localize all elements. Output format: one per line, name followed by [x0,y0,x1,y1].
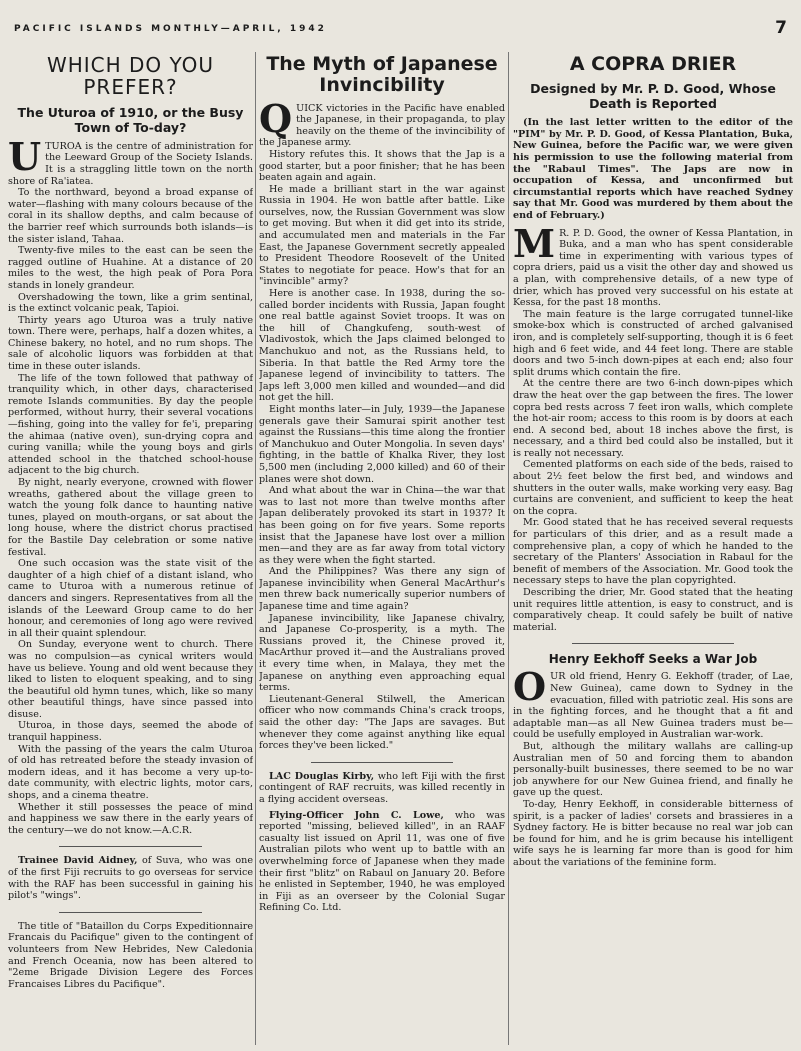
column-rule-2 [508,52,509,1045]
paragraph: QUICK victories in the Pacific have enabled the Japanese, in their propaganda, to play heavily on the theme of the invincibility of the Japanese army. [259,95,505,149]
paragraph: Mr. Good stated that he has received several requests for particulars of this drier, and as a result made a comprehensive plan, a copy of which he handed to the secretary of the Planters' Association in Rabaul for the benefit of members of the Association. Mr. Good took the necessary steps to have the plan copyrighted. [513,517,793,587]
myth-heading: The Myth of Japanese Invincibility [266,54,498,97]
paragraph: OUR old friend, Henry G. Eekhoff (trader, of Lae, New Guinea), came down to Sydney in the evacuation, filled with patriotic zeal. His sons are in the fighting forces, and he thought that a fit and adaptable man—as all New Guinea traders must be—could be usefully employed in Australian war-work. [513,664,793,741]
paragraph: To the northward, beyond a broad expanse of water—flashing with many colours because of the coral in its shallow depths, and calm because of the barrier reef which surrounds both islands—is the sister island, Tahaa. [8,187,253,245]
eekhoff-heading: Henry Eekhoff Seeks a War Job [548,652,758,667]
paragraph: History refutes this. It shows that the Jap is a good starter, but a poor finisher; that he has been beaten again and again. [259,148,505,184]
paragraph: Lieutenant-General Stilwell, the American officer who now commands China's crack troops, said the other day: "The Japs are savages. But whenever they come against anything like equal forces they've been licked." [259,693,505,752]
paragraph: And the Philippines? Was there any sign of Japanese invincibility when General MacArthur's men threw back numerically superior numbers of Japanese time and time again? [259,566,505,613]
paragraph: But, although the military wallahs are calling-up Australian men of 50 and forcing them to abandon personally-built businesses, there seemed to be no war job anywhere for our New Guinea friend, and finally he gave up the quest. [513,740,793,799]
paragraph: Thirty years ago Uturoa was a truly native town. There were, perhaps, half a dozen whites, a Chinese bakery, no hotel, and no rum shops. The sale of alcoholic liquors was forbidden at that time in these outer islands. [8,314,253,373]
copra-heading: A COPRA DRIER [569,54,737,75]
page-number: 7 [775,18,787,38]
paragraph: Eight months later—in July, 1939—the Japanese generals gave their Samurai spirit another test against the Russians—this time along the frontier of Manchukuo and Outer Mongolia. In seven days' fighting, in the battle of Khalka River, they lost 5,500 men (including 2,000 killed) and 60 of their planes were shot down. [259,403,505,485]
news-note: The title of "Bataillon du Corps Expeditionnaire Francais du Pacifique" given to the contingent of volunteers from New Hebrides, New Caledonia and French Oceania, now has been altered to "2eme Brigade Division Legere des Forces Francaises Libres du Pacifique". [8,920,253,990]
column-rule-1 [255,52,256,1045]
divider [572,643,734,644]
uturoa-heading: WHICH DO YOU PREFER? [46,54,215,100]
paragraph: At the centre there are two 6-inch down-pipes which draw the heat over the gap between the fires. The lower copra bed rests across 7 feet iron walls, which complete the hot-air room; access to this room is by doors at each end. A second bed, about 18 inches above the first, is necessary, and a third bed could also be installed, but it is really not necessary. [513,378,793,459]
paragraph: Twenty-five miles to the east can be seen the ragged outline of Huahine. At a distance of 20 miles to the west, the high peak of Pora Pora stands in lonely grandeur. [8,245,253,291]
paragraph: The life of the town followed that pathway of tranquility which, in other days, characterised remote Islands communities. By day the people performed, without hurry, their several vocations—fishing, going into the valley for fe'i, preparing the ahimaa (native oven), sun-drying copra and curing vanilla; while the young boys and girls attended school in the thatched school-house adjacent to the big church. [8,372,253,477]
paragraph: On Sunday, everyone went to church. There was no compulsion—as cynical writers would have us believe. Young and old went because they liked to listen to eloquent speaking, and to sing the beautiful old hymn tunes, which, like so many other beautiful things, have since passed into disuse. [8,639,253,720]
paragraph: Cemented platforms on each side of the beds, raised to about 2½ feet below the first bed, and windows and shutters in the outer walls, make working very easy. Bag curtains are convenient, and sufficient to keep the heat on the copra. [513,459,793,517]
paragraph: Japanese invincibility, like Japanese chivalry, and Japanese Co-prosperity, is a myth. The Russians proved it, the Chinese proved it, MacArthur proved it—and the Australians proved it every time when, in Malaya, they met the Japanese on anything even approaching equal terms. [259,612,505,694]
paragraph: One such occasion was the state visit of the daughter of a high chief of a distant island, who came to Uturoa with a numerous retinue of dancers and singers. Representatives from all the islands of the Leeward Group came to do her honour, and ceremonies of long ago were revived in all their quaint splendour. [8,558,253,639]
news-note: Flying-Officer John C. Lowe, who was reported "missing, believed killed", in an RAAF casualty list issued on April 11, was one of five Australian pilots who went up to battle with an overwhelming force of Japanese when they made their first "blitz" on Rabaul on January 20. Before he enlisted in September, 1940, he was employed in Fiji as an overseer by the Colonial Sugar Refining Co. Ltd. [259,809,505,914]
editor-intro: (In the last letter written to the editor of the "PIM" by Mr. P. D. Good, of Kessa Plantation, Buka, New Guinea, before the Pacific war, we were given his permission to use the following material from the "Rabaul Times". The Japs are now in occupation of Kessa, and unconfirmed but circumstantial reports which have reached Sydney say that Mr. Good was murdered by them about the end of February.) [513,117,793,222]
paragraph: Whether it still possesses the peace of mind and happiness we saw there in the early years of the century—we do not know.—A.C.R. [8,801,253,836]
paragraph: UTUROA is the centre of administration for the Leeward Group of the Society Islands. It is a straggling little town on the north shore of Ra'iatea. [8,133,253,187]
paragraph: Overshadowing the town, like a grim sentinal, is the extinct volcanic peak, Tapioi. [8,291,253,315]
paragraph: With the passing of the years the calm Uturoa of old has retreated before the steady invasion of modern ideas, and it has become a very up-to-date community, with electric lights, motor cars, shops, and a cinema theatre. [8,743,253,802]
paragraph: And what about the war in China—the war that was to last not more than twelve months after Japan deliberately provoked its start in 1937? It has been going on for five years. Some reports insist that the Japanese have lost over a million men—and they are as far away from total victory as they were when the fight started. [259,485,505,566]
publication-line: PACIFIC ISLANDS MONTHLY—APRIL, 1942 [14,24,327,34]
paragraph: Here is another case. In 1938, during the so-called border incidents with Russia, Japan fought one real battle against Soviet troops. It was on the hill of Changkufeng, south-west of Vladivostok, which the Japs claimed belonged to Manchukuo and not, as the Russians held, to Siberia. In that battle the Red Army tore the Japanese legend of invincibility to tatters. The Japs left 3,000 men killed and wounded—and did not get the hill. [259,288,505,404]
news-note: Trainee David Aidney, of Suva, who was one of the first Fiji recruits to go overseas for service with the RAF has been successful in gaining his pilot's "wings". [8,855,253,902]
paragraph: Uturoa, in those days, seemed the abode of tranquil happiness. [8,720,253,744]
copra-subheading: Designed by Mr. P. D. Good, Whose Death is Reported [530,81,776,112]
divider [59,912,201,913]
paragraph: He made a brilliant start in the war against Russia in 1904. He won battle after battle. Like ourselves, now, the Russian Government was slow to get moving. But when it did get into its stride, and accumulated men and materials in the Far East, the Japanese Government secretly appealed to President Theodore Roosevelt of the United States to negotiate for peace. How's that for an "invincible" army? [259,183,505,288]
paragraph: The main feature is the large corrugated tunnel-like smoke-box which is constructed of arched galvanised iron, and is completely self-supporting, though it is 6 feet high and 6 feet wide, and 44 feet long. There are stable doors and two 5-inch down-pipes at each end; also four split drums which contain the fire. [513,308,793,378]
paragraph: By night, nearly everyone, crowned with flower wreaths, gathered about the village green to watch the young folk dance to haunting native tunes, played on mouth-organs, or sat about the long house, where the district chorus practised for the Bastile Day celebration or some native festival. [8,477,253,558]
divider [59,846,201,847]
divider [311,762,454,763]
column-copra [513,54,793,1045]
running-head [14,18,787,40]
paragraph: Describing the drier, Mr. Good stated that the heating unit requires little attention, is easy to construct, and is comparatively cheap. It could safely be built of native material. [513,587,793,633]
news-note: LAC Douglas Kirby, who left Fiji with the first contingent of RAF recruits, was killed recently in a flying accident overseas. [259,770,505,805]
drop-cap: M [513,220,556,266]
drop-cap: Q [259,95,293,141]
paragraph: M R. P. D. Good, the owner of Kessa Plantation, in Buka, and a man who has spent considerable time in experimenting with various types of copra driers, paid us a visit the other day and showed us a plan, with comprehensive details, of a new type of drier, which has proved very successful on his estate at Kessa, for the past 18 months. [513,220,793,309]
column-uturoa [8,54,253,1045]
paragraph: To-day, Henry Eekhoff, in considerable bitterness of spirit, is a packer of ladies' corsets and brassieres in a Sydney factory. He is bitter because no real war job can be found for him, and he is grim because his intelligent wife says he is learning far more than is good for him about the variations of the feminine form. [513,798,793,868]
drop-cap: O [513,664,547,710]
uturoa-subheading: The Uturoa of 1910, or the Busy Town of To-day? [17,104,244,135]
column-myth [259,54,505,1045]
drop-cap: U [8,133,42,179]
